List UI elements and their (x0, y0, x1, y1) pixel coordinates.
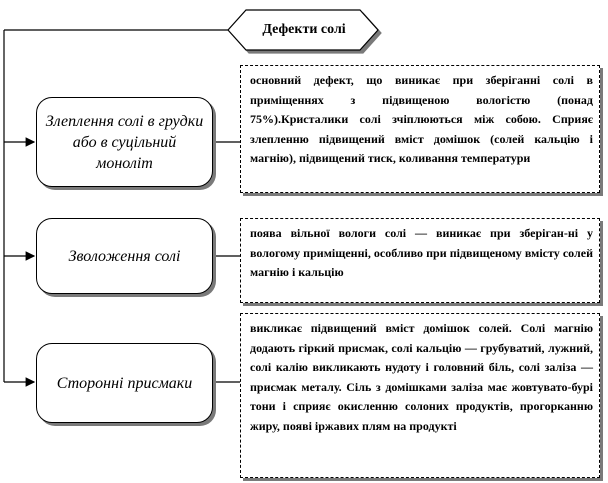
category-moistening (36, 218, 213, 294)
diagram-title: Дефекти солі (262, 22, 346, 37)
category-off-flavors (36, 343, 213, 423)
category-caking (36, 97, 213, 187)
category-label: Зволоження солі (68, 247, 181, 265)
description-moistening: поява вільної вологи солі — виникає при зберіган-ні у вологому приміщенні, особливо при підвищеному вмісту солей магнію і кальцію (240, 218, 600, 303)
description-caking: основний дефект, що виникає при зберіганні солі в приміщеннях з підвищеною вологістю (понад 75%).Кристалики солі зчіплюються між собою. Сприяє злепленню підвищений вміст домішок (солей кальцію і магнію), підвищений тиск, коливання температури (240, 65, 600, 193)
category-label: Сторонні присмаки (56, 374, 193, 392)
description-off-flavors: викликає підвищений вміст домішок солей. Солі магнію додають гіркий присмак, солі кальцію — грубуватий, лужний, солі калію викликають нудоту і головний біль, солі заліза — присмак металу. Сіль з домішками заліза має жовтувато-бурі тони і сприяє окисленню солоних продуктів, прогорканню жиру, появі іржавих плям на продукті (240, 313, 600, 478)
category-label: Злеплення солі в грудки або в суцільний моноліт (45, 112, 204, 172)
